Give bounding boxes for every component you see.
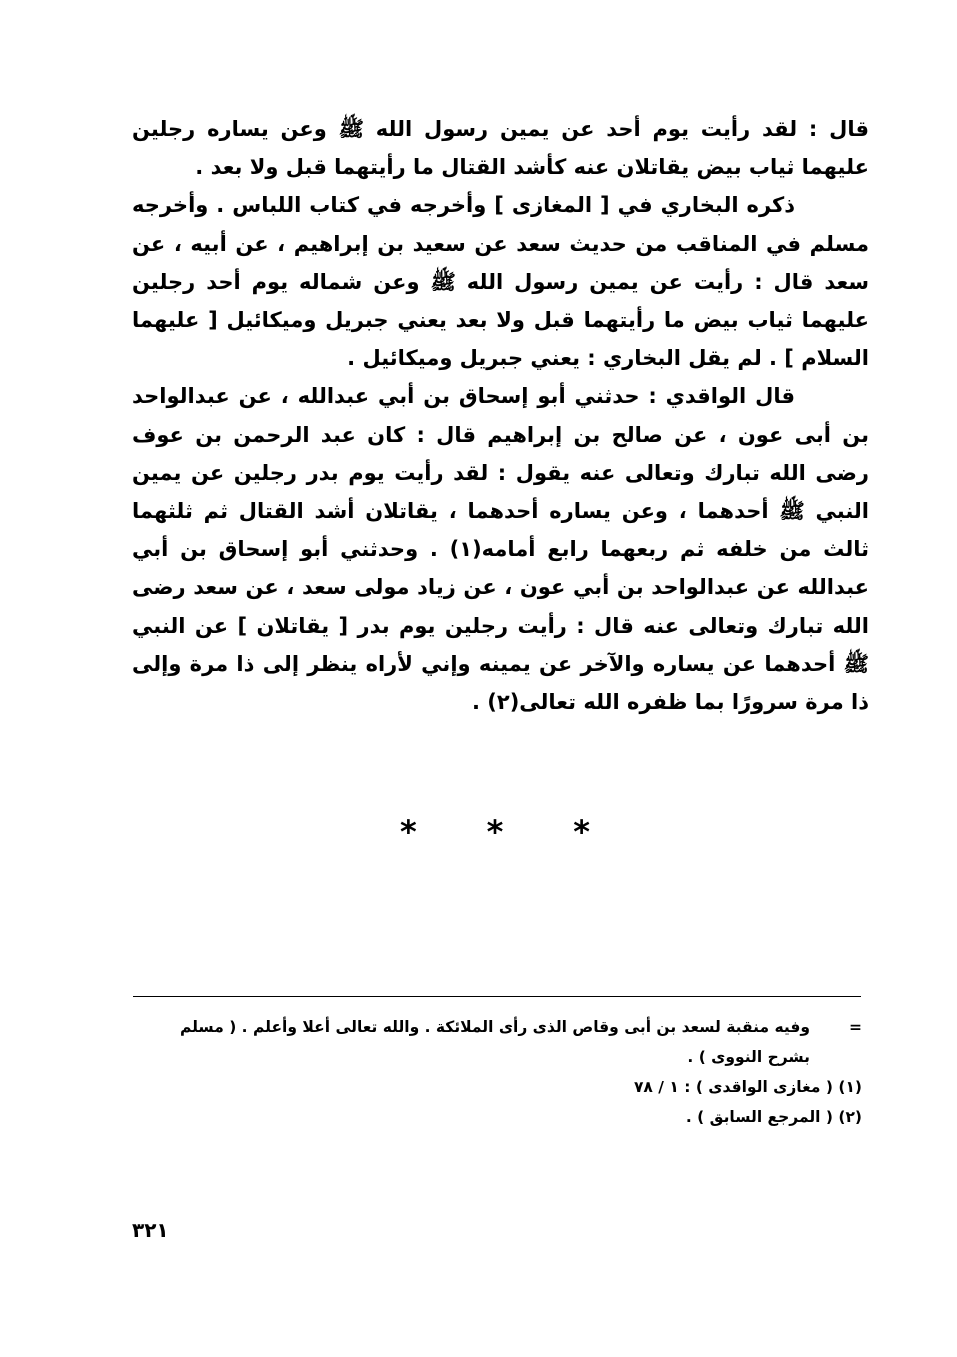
footnote-1: (١) ( مغازى الواقدى ) : ١ / ٧٨ [633, 1078, 862, 1096]
separator-star-icon: * [400, 813, 417, 851]
paragraph-3: قال الواقدي : حدثني أبو إسحاق بن أبي عبدالله ، عن عبدالواحد بن أبى عون ، عن صالح بن إبراهيم قال : كان عبد الرحمن بن عوف رضى الله تبارك وتعالى عنه يقول : لقد رأيت يوم بدر رجلين عن يمين النبي ﷺ أحدهما ، وعن يساره أحدهما ، يقاتلان أشد القتال ثم ثلثهما ثالث من خلفه ثم ربعهما رابع أمامه(١) . وحدثني أبو إسحاق بن أبي عبدالله عن عبدالواحد بن أبي عون ، عن زياد مولى سعد ، عن سعد رضى الله تبارك وتعالى عنه قال : رأيت رجلين يوم بدر [ يقاتلان ] عن النبي ﷺ أحدهما عن يساره والآخر عن يمينه وإني لأراه ينظر إلى ذا مرة وإلى ذا مرة سرورًا بما ظفره الله تعالى(٢) . [132, 384, 869, 715]
continuation-text: وفيه منقبة لسعد بن أبى وقاص الذى رأى الملائكة . والله تعالى أعلا وأعلم . ( مسلم [179, 1018, 810, 1036]
footnote-divider [133, 996, 861, 997]
separator-star-icon: * [573, 813, 590, 851]
continuation-mark: = [849, 1018, 862, 1036]
section-separator [400, 812, 590, 852]
page-number: ٣٢١ [132, 1218, 169, 1242]
footnote-continuation [132, 1012, 862, 1042]
paragraph-2: ذكره البخاري في [ المغازى ] وأخرجه في كتاب اللباس . وأخرجه مسلم في المناقب من حديث سعد عن سعيد بن إبراهيم ، عن أبيه ، عن سعد قال : رأيت عن يمين رسول الله ﷺ وعن شماله يوم أحد رجلين عليهما ثياب بيض ما رأيتهما قبل ولا بعد يعني جبريل وميكائيل [ عليهما السلام ] . لم يقل البخاري : يعني جبريل وميكائيل . [132, 193, 869, 371]
continuation-text-line-2: بشرح النووى ) . [687, 1048, 810, 1066]
footnote-2: (٢) ( المرجع السابق ) . [685, 1108, 862, 1126]
footnotes [132, 1012, 862, 1132]
main-text [132, 110, 869, 721]
paragraph-1: قال : لقد رأيت يوم أحد عن يمين رسول الله ﷺ وعن يساره رجلين عليهما ثياب بيض يقاتلان عنه كأشد القتال ما رأيتهما قبل ولا بعد . [132, 117, 869, 180]
separator-star-icon: * [486, 813, 504, 851]
